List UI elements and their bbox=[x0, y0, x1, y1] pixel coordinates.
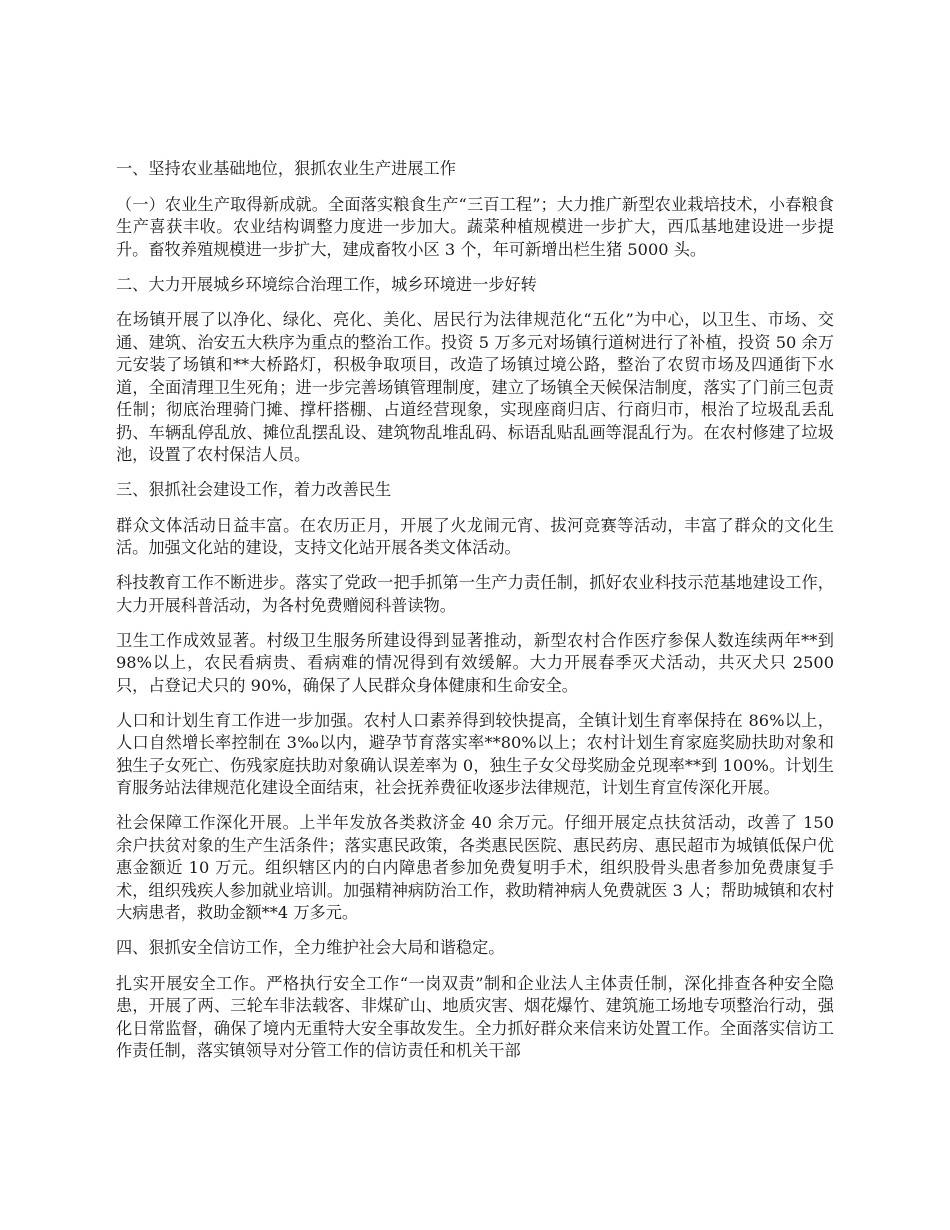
paragraph-environment: 在场镇开展了以净化、绿化、亮化、美化、居民行为法律规范化“五化”为中心，以卫生、市场、交通、建筑、治安五大秩序为重点的整治工作。投资 5 万多元对场镇行道树进行了补植，投资 50 余万元安装了场镇和**大桥路灯，积极争取项目，改造了场镇过境公路，整治了农贸市场及四通街下水道，全面清理卫生死角；进一步完善场镇管理制度，建立了场镇全天候保洁制度，落实了门前三包责任制；彻底治理骑门摊、撑杆搭棚、占道经营现象，实现座商归店、行商归市，根治了垃圾乱丢乱扔、车辆乱停乱放、摊位乱摆乱设、建筑物乱堆乱码、标语乱贴乱画等混乱行为。在农村修建了垃圾池，设置了农村保洁人员。 bbox=[116, 310, 834, 464]
paragraph-social-security: 社会保障工作深化开展。上半年发放各类救济金 40 余万元。仔细开展定点扶贫活动，改善了 150 余户扶贫对象的生产生活条件；落实惠民政策，各类惠民医院、惠民药房、惠民超市为城镇低保户优惠金额近 10 万元。组织辖区内的白内障患者参加免费复明手术，组织股骨头患者参加免费康复手术，组织残疾人参加就业培训。加强精神病防治工作，救助精神病人免费就医 3 人；帮助城镇和农村大病患者，救助金额**4 万多元。 bbox=[116, 813, 834, 922]
section-heading-1: 一、坚持农业基础地位，狠抓农业生产进展工作 bbox=[116, 159, 456, 178]
document-body bbox=[116, 158, 834, 1075]
paragraph-agriculture: （一）农业生产取得新成就。全面落实粮食生产“三百工程”；大力推广新型农业栽培技术，小春粮食生产喜获丰收。农业结构调整力度进一步加大。蔬菜种植规模进一步扩大，西瓜基地建设进一步提升。畜牧养殖规模进一步扩大，建成畜牧小区 3 个，年可新增出栏生猪 5000 头。 bbox=[116, 194, 834, 259]
paragraph-safety: 扎实开展安全工作。严格执行安全工作“一岗双责”制和企业法人主体责任制，深化排查各种安全隐患，开展了两、三轮车非法载客、非煤矿山、地质灾害、烟花爆竹、建筑施工场地专项整治行动，强化日常监督，确保了境内无重特大安全事故发生。全力抓好群众来信来访处置工作。全面落实信访工作责任制，落实镇领导对分管工作的信访责任和机关干部 bbox=[116, 973, 834, 1060]
section-heading-2: 二、大力开展城乡环境综合治理工作，城乡环境进一步好转 bbox=[116, 274, 537, 294]
section-heading-3: 三、狠抓社会建设工作，着力改善民生 bbox=[116, 480, 392, 499]
paragraph-health: 卫生工作成效显著。村级卫生服务所建设得到显著推动，新型农村合作医疗参保人数连续两年**到 98%以上，农民看病贵、看病难的情况得到有效缓解。大力开展春季灭犬活动，共灭犬只 2500 只，占登记犬只的 90%，确保了人民群众身体健康和生命安全。 bbox=[116, 630, 834, 695]
section-heading-4: 四、狠抓安全信访工作，全力维护社会大局和谐稳定。 bbox=[116, 938, 505, 957]
paragraph-culture: 群众文体活动日益丰富。在农历正月，开展了火龙闹元宵、拔河竞赛等活动，丰富了群众的文化生活。加强文化站的建设，支持文化站开展各类文体活动。 bbox=[116, 515, 834, 557]
paragraph-family-planning: 人口和计划生育工作进一步加强。农村人口素养得到较快提高，全镇计划生育率保持在 86%以上，人口自然增长率控制在 3‰以内，避孕节育落实率**80%以上；农村计划生育家庭奖励扶助对象和独生子女死亡、伤残家庭扶助对象确认误差率为 0，独生子女父母奖励金兑现率**到 100%。计划生育服务站法律规范化建设全面结束，社会抚养费征收逐步法律规范，计划生育宣传深化开展。 bbox=[116, 710, 834, 797]
paragraph-education: 科技教育工作不断进步。落实了党政一把手抓第一生产力责任制，抓好农业科技示范基地建设工作，大力开展科普活动，为各村免费赠阅科普读物。 bbox=[116, 573, 834, 615]
